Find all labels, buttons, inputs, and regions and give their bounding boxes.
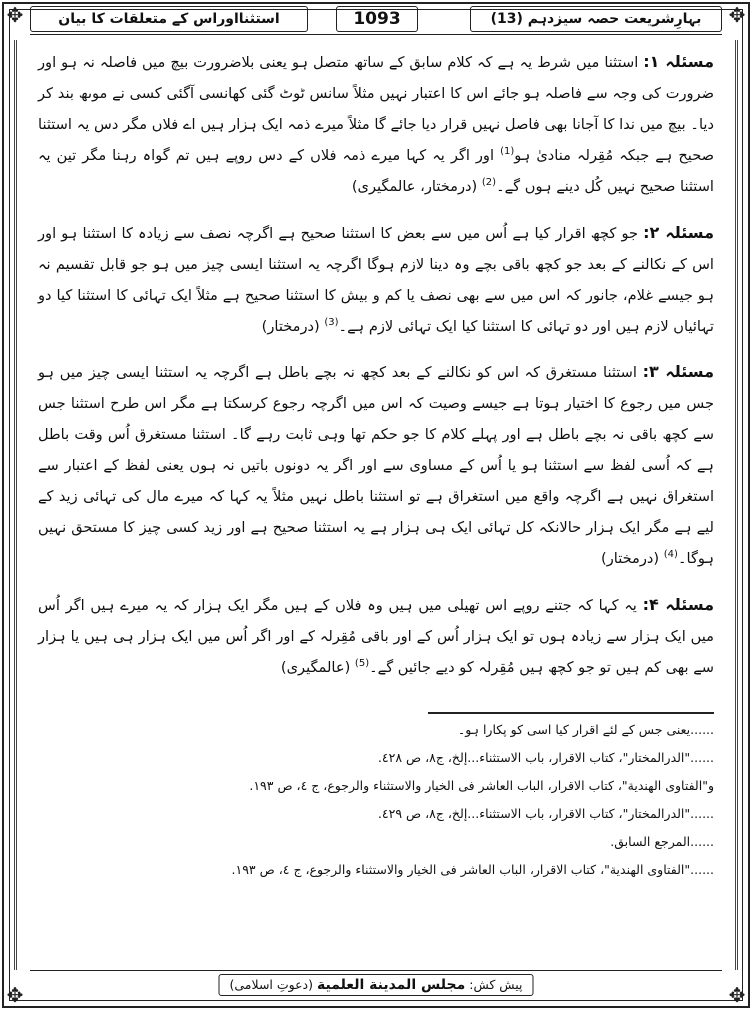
page-header [30,6,722,32]
source-citation: (درمختار) [601,550,660,568]
footnote-ref: (4) [663,549,678,561]
masala-label: مسئلہ ۱: [643,52,714,71]
masala-text: یہ کہا کہ جتنے روپے اس تھیلی میں ہیں وہ فلاں کے ہیں مگر ایک ہزار کہ یہ میرے ہیں اگر اُس میں ایک ہزار سے زیادہ ہوں تو ایک ہزار اُس کے اور باقی مُقِرلہ کے اور اگر اُس میں ایک ہزار ہی ہیں یا ہزار سے بھی کم ہیں تو جو کچھ ہیں مُقِرلہ کو دیے جائیں گے۔ [38,596,714,676]
masala-3 [38,356,714,574]
side-ornament [723,40,738,970]
source-citation: (عالمگیری) [280,658,351,676]
masala-text: اور اگر یہ کہا میرے ذمہ فلاں کے دس روپے ہیں تم گواہ رہنا مگر تین یہ استثنا صحیح نہیں کُل دینے ہوں گے۔ [38,147,714,195]
chapter-title: استثنااوراس کے متعلقات کا بیان [30,6,308,32]
page-footer [0,970,752,996]
corner-ornament-icon: ✥ [6,983,24,1007]
masala-text: جو کچھ اقرار کیا ہے اُس میں سے بعض کا استثنا صحیح ہے اگرچہ نصف سے زیادہ کا استثنا ہو اور اس کے نکالنے کے بعد جو کچھ باقی بچے وہ دینا لازم ہوگا اگرچہ یہ استثنا ایسی چیز میں ہو جو قابل تقسیم نہ ہو جیسے غلام، جانور کہ اس میں سے بھی نصف یا کم و بیش کا استثنا صحیح ہے مثلاً ایک تہائی کا استثنا کیا دو تہائیاں لازم ہیں اور دو تہائی کا استثنا کیا ایک تہائی لازم ہے۔ [38,224,714,335]
footnote-ref: (3) [324,316,339,328]
corner-ornament-icon: ✥ [728,983,746,1007]
page-number: 1093 [336,6,418,32]
masala-text: استثنا مستغرق کہ اس کو نکالنے کے بعد کچھ نہ بچے باطل ہے اگرچہ یہ استثنا ایسی چیز میں ہو جس میں رجوع کا اختیار ہوتا ہے جیسے وصیت کہ اس میں اگرچہ رجوع کرسکتا ہے مگر اس طرح استثنا جس سے کچھ باقی نہ بچے باطل ہے اور پہلے کلام کا جو حکم تھا وہی ثابت رہے گا۔ استثنا مستغرق اُس وقت باطل ہے کہ اُسی لفظ سے استثنا ہو یا اُس کے مساوی سے اور اگر یہ دونوں باتیں نہ ہوں یعنی لفظ کے اعتبار سے استغراق نہیں ہے اگرچہ واقع میں استغراق ہے تو استثنا باطل نہیں مثلاً یہ کہا کہ میرے مال کی تہائی زید کے لیے ہے مگر ایک ہزار حالانکہ کل تہائی ایک ہی ہزار ہے یہ استثنا صحیح ہے اور زید کسی چیز کا مستحق نہیں ہوگا۔ [38,364,714,568]
source-citation: (درمختار) [261,317,320,335]
corner-ornament-icon: ✥ [6,3,24,27]
footnote-ref: (5) [354,657,370,669]
masala-1 [38,46,714,202]
footnote: ......المرجع السابق. [610,834,714,849]
footer-suffix: (دعوتِ اسلامی) [229,977,313,992]
footer-prefix: پیش کش: [469,977,523,992]
source-citation: (درمختار، عالمگیری) [351,178,478,195]
masala-label: مسئلہ ۴: [642,594,715,614]
corner-ornament-icon: ✥ [728,3,746,27]
book-title: بہارِشریعت حصہ سیزدہم (13) [470,6,722,32]
footnote: ......یعنی جس کے لئے اقرار کیا اسی کو پکارا ہو۔ [457,722,714,737]
footnote-divider [428,712,714,714]
footnote-ref: (2) [481,177,497,189]
footer-divider [30,970,722,971]
footnote-ref: (1) [500,146,515,158]
masala-text: استثنا میں شرط یہ ہے کہ کلام سابق کے ساتھ متصل ہو یعنی بلاضرورت بیچ میں فاصلہ نہ ہو اور ضرورت کی وجہ سے فاصلہ ہو جائے اس کا اعتبار نہیں مثلاً سانس ٹوٹ گئی کھانسی آگئی کسی نے موںھ بند کر دیا۔ بیچ میں ندا کا آجانا بھی فاصل نہیں قرار دیا جائے گا مثلاً میرے ذمہ ایک ہزار ہیں اے فلاں مگر دس یہ استثنا صحیح ہے جبکہ مُقِرلہ منادیٰ ہو [38,54,715,164]
masala-4 [38,589,714,683]
publisher-name: مجلس المدینة العلمیة [316,977,466,993]
main-text [38,46,714,687]
footnotes [160,716,714,884]
footnote: ......"الدرالمختار"، کتاب الاقرار، باب الاستثناء...إلخ، ج۸، ص ٤٢٩. [377,806,714,821]
masala-label: مسئلہ ۳: [642,362,714,382]
header-divider [30,34,722,35]
footnote: ......"الفتاوی الهندیة"، کتاب الاقرار، الباب العاشر فی الخیار والاستثناء والرجوع، ج ٤، ص ١٩٣. [231,862,714,877]
footnote: و"الفتاوی الهندیة"، کتاب الاقرار، الباب العاشر فی الخیار والاستثناء والرجوع، ج ٤، ص ١٩٣. [249,778,714,793]
masala-label: مسئلہ ۲: [643,222,714,242]
side-ornament [14,40,29,970]
publisher-box [219,974,534,996]
masala-2 [38,217,714,342]
footnote: ......"الدرالمختار"، کتاب الاقرار، باب الاستثناء...إلخ، ج۸، ص ٤٢٨. [377,750,714,765]
